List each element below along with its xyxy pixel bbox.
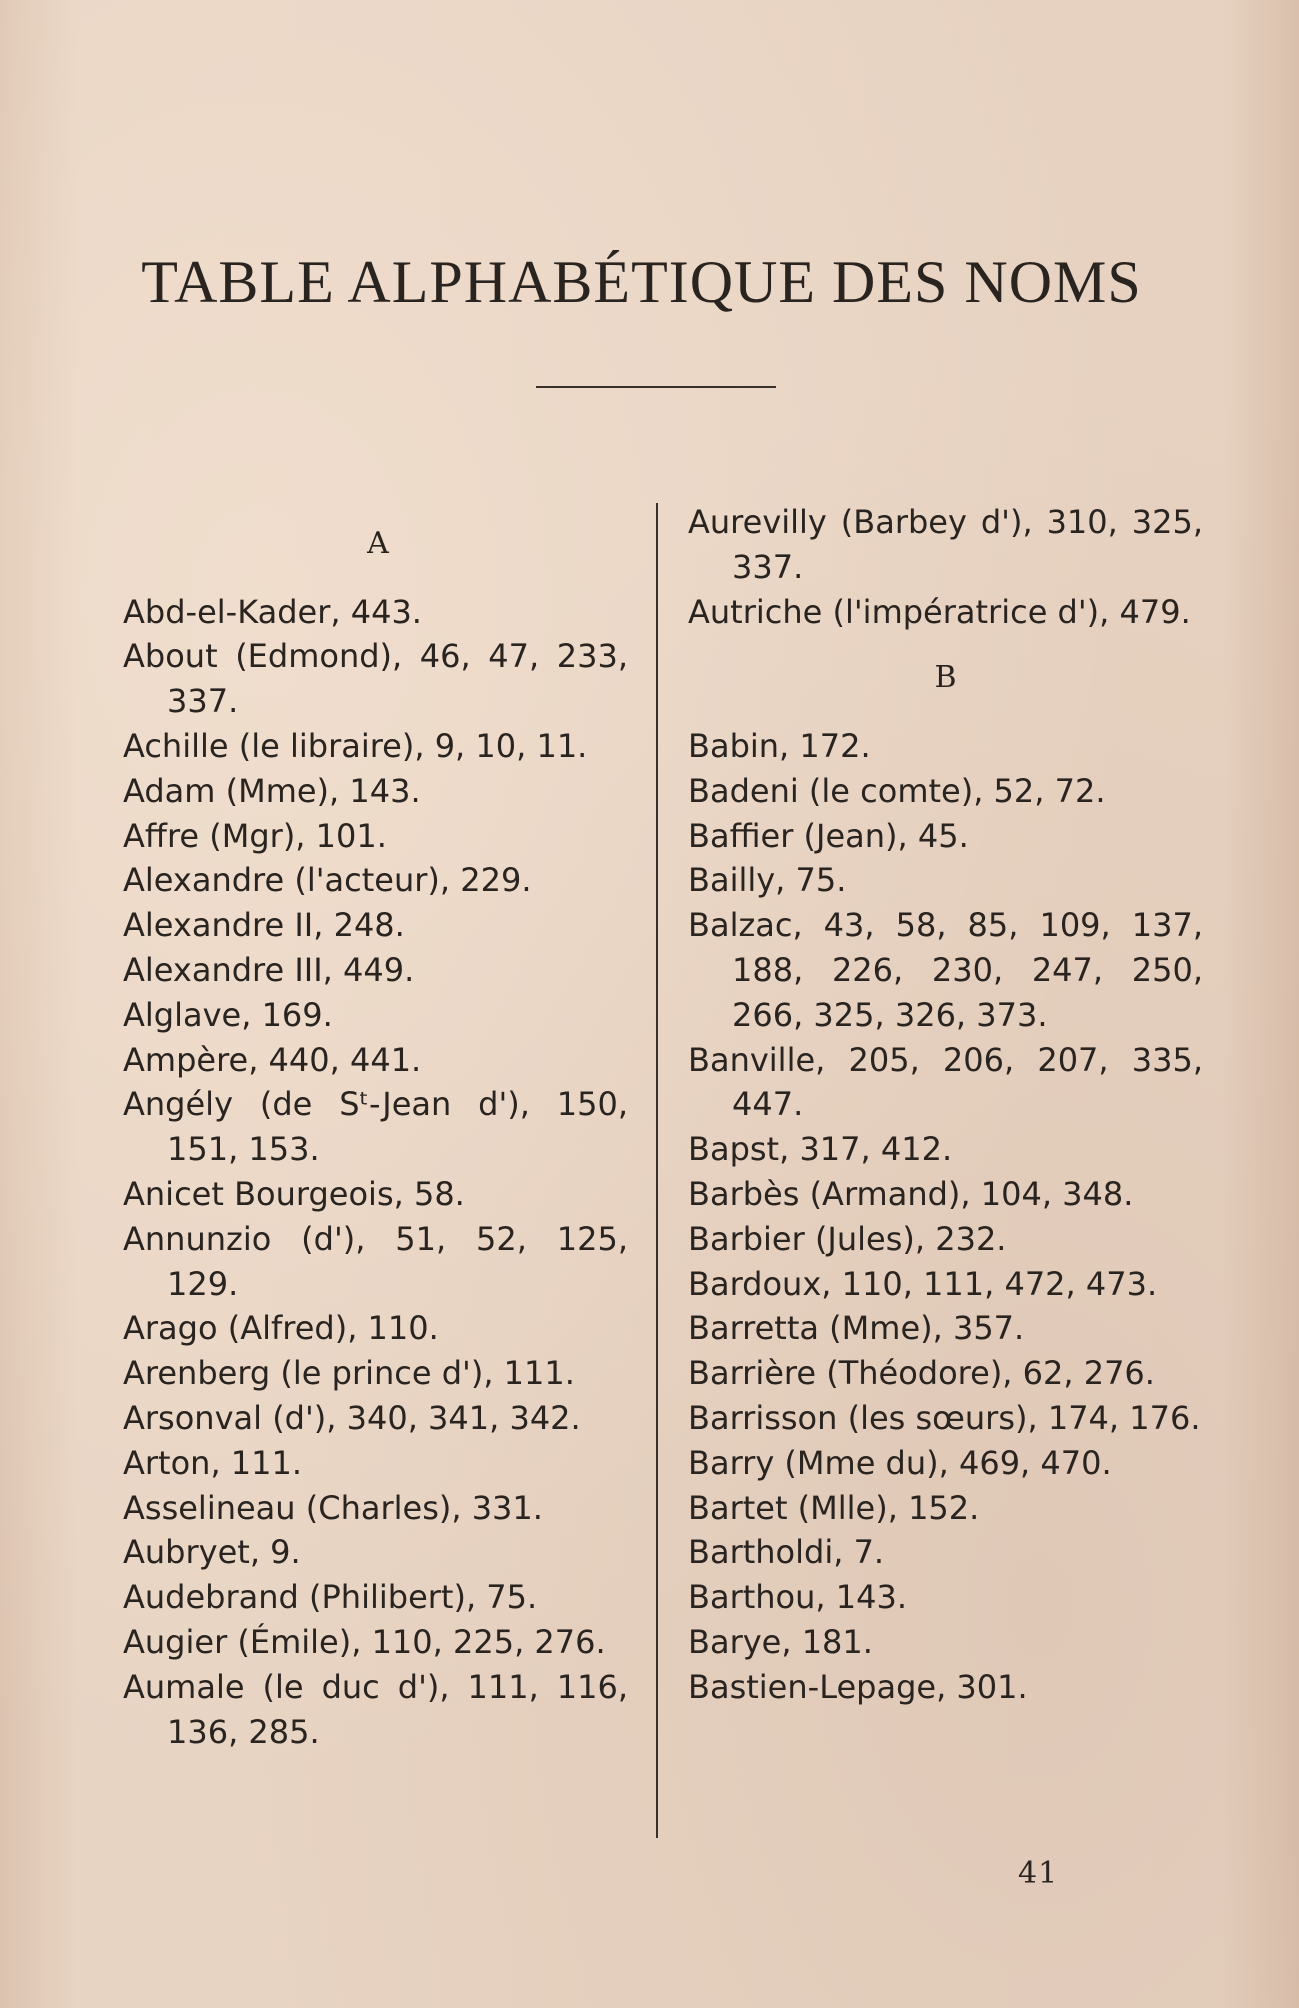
index-entry: Anicet Bourgeois, 58. [123,1174,465,1213]
index-entry: Annunzio (d'), 51, 52, 125, 129. [123,1219,628,1303]
left-column [123,500,628,1754]
index-entry: Barthou, 143. [688,1578,907,1617]
index-entry: Barbès (Armand), 104, 348. [688,1174,1134,1213]
index-entry: Alexandre III, 449. [123,950,415,989]
index-entry: Achille (le libraire), 9, 10, 11. [123,726,588,765]
index-entry: Babin, 172. [688,726,871,765]
index-entry: Bastien-Lepage, 301. [688,1667,1028,1706]
section-letter-b: B [934,660,957,696]
index-entry: Arenberg (le prince d'), 111. [123,1354,575,1393]
page-number: 41 [1018,1856,1059,1891]
index-entry: Alglave, 169. [123,995,333,1034]
index-entry: Barbier (Jules), 232. [688,1219,1007,1258]
title-rule [536,386,776,388]
index-entry: Balzac, 43, 58, 85, 109, 137, 188, 226, 230, 247, 250, 266, 325, 326, 373. [688,906,1203,1034]
left-entry-list [123,590,628,1755]
index-entry: Aubryet, 9. [123,1533,301,1572]
index-entry: Aurevilly (Barbey d'), 310, 325, 337. [688,503,1203,586]
index-entry: Angély (de Sᵗ-Jean d'), 150, 151, 153. [123,1085,628,1169]
right-lead-entry-list [688,500,1203,634]
index-entry: Arsonval (d'), 340, 341, 342. [123,1398,581,1437]
index-entry: Baffier (Jean), 45. [688,816,969,855]
index-entry: Barye, 181. [688,1622,873,1661]
index-entry: Barrière (Théodore), 62, 276. [688,1354,1155,1393]
index-entry: Barry (Mme du), 469, 470. [688,1443,1112,1482]
column-divider [656,503,658,1838]
index-entry: About (Edmond), 46, 47, 233, 337. [123,637,628,721]
index-entry: Bartholdi, 7. [688,1533,885,1572]
index-entry: Bardoux, 110, 111, 472, 473. [688,1264,1158,1303]
index-entry: Bailly, 75. [688,861,847,900]
index-entry: Arago (Alfred), 110. [123,1309,439,1348]
index-entry: Asselineau (Charles), 331. [123,1488,543,1527]
index-entry: Abd-el-Kader, 443. [123,592,422,631]
index-entry: Augier (Émile), 110, 225, 276. [123,1622,606,1661]
right-entry-list [688,724,1203,1710]
index-entry: Banville, 205, 206, 207, 335, 447. [688,1040,1203,1124]
index-entry: Aumale (le duc d'), 111, 116, 136, 285. [123,1667,628,1751]
index-entry: Barretta (Mme), 357. [688,1309,1025,1348]
section-letter-a: A [367,526,389,561]
index-entry: Autriche (l'impératrice d'), 479. [688,592,1191,631]
index-entry: Alexandre II, 248. [123,906,405,945]
index-entry: Alexandre (l'acteur), 229. [123,861,532,900]
index-entry: Badeni (le comte), 52, 72. [688,771,1106,810]
index-entry: Audebrand (Philibert), 75. [123,1578,538,1617]
index-entry: Barrisson (les sœurs), 174, 176. [688,1398,1201,1437]
index-entry: Arton, 111. [123,1443,303,1482]
index-entry: Bartet (Mlle), 152. [688,1488,980,1527]
right-column [688,500,1203,1710]
index-entry: Adam (Mme), 143. [123,771,421,810]
page-title: TABLE ALPHABÉTIQUE DES NOMS [141,249,1142,315]
index-entry: Ampère, 440, 441. [123,1040,422,1079]
index-entry: Affre (Mgr), 101. [123,816,387,855]
index-entry: Bapst, 317, 412. [688,1130,953,1169]
